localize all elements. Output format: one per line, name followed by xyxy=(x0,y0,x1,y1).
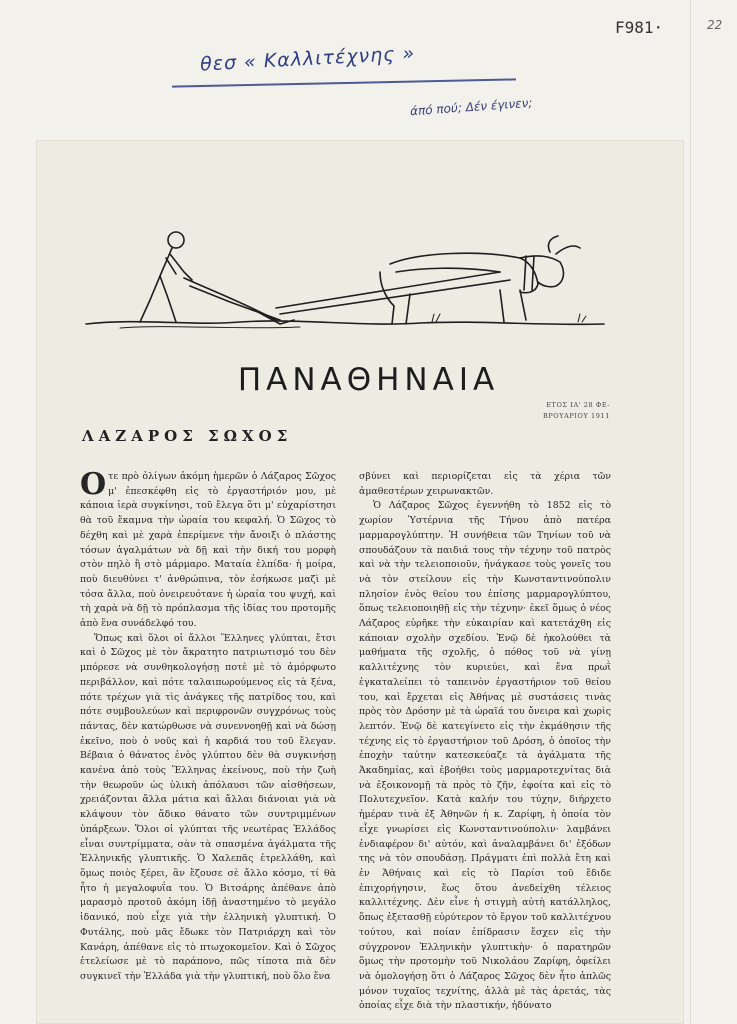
article-paragraph: σβύνει καὶ περιορίζεται εἰς τὰ χέρια τῶν ἀμαθεστέρων χειρωνακτῶν. xyxy=(359,471,611,497)
drop-cap: Ο xyxy=(80,467,107,502)
ploughing-illustration xyxy=(80,228,610,343)
article-column-left xyxy=(80,467,336,990)
dateline-line: ΕΤΟΣ ΙΑ' 28 ΦΕ- xyxy=(546,401,610,409)
dateline-line: ΒΡΟΥΑΡΙΟΥ 1911 xyxy=(542,412,610,420)
article-column-right xyxy=(359,470,611,1012)
paragraph-text: τε πρὸ ὀλίγων ἀκόμη ἡμερῶν ὁ Λάζαρος Σῶχος μ' ἐπεσκέφθη εἰς τὸ ἐργαστήριόν μου, μὲ κάποια ἱερὰ συγκίνησι, τοῦ ἔλεγα ὅτι μ' εὐχαρίστησι θὰ τοῦ ἔκαμνα τὴν ὡραία του κεφαλή. Ὁ Σῶχος τὸ δέχθη καὶ μὲ χαρὰ ἐπερίμενε τὴν ἄνοιξι ὁ πλάστης τόσων ἀγαλμάτων νὰ δῇ καὶ τὴν δική του μορφὴ στὸν πηλὸ ἢ στὸ μάρμαρο. Ματαία ἐλπίδα· ἡ μοίρα, ποὺ διευθύνει τ' ἀνθρώπινα, τὸν ἐσήκωσε μαζὶ μὲ τόσα ἄλλα, ποὺ ὀνειρευότανε ἡ ὡραία του ψυχή, καὶ τὴ χαρὰ νὰ δῇ τὸ πρόπλασμα τῆς ἰδίας του προτομῆς ἀπὸ ἕνα συνάδελφό του. xyxy=(80,471,336,630)
dateline xyxy=(528,400,610,422)
paper-fold xyxy=(690,0,691,1024)
handwritten-underline xyxy=(172,78,516,87)
masthead-title: ΠΑΝΑΘΗΝΑΙΑ xyxy=(237,362,500,398)
handwritten-reference: F981· xyxy=(615,18,664,37)
article-paragraph: Ὁ Λάζαρος Σῶχος ἐγεννήθη τὸ 1852 εἰς τὸ χωρίον Ὑστέρνια τῆς Τήνου ἀπὸ πατέρα μαρμαρογλύπτην. Ἡ συνήθεια τῶν Τηνίων τοῦ νὰ σπουδάζουν τὰ παιδιά τους τὴν τέχνην τοῦ πατρὸς καὶ νὰ τὴν τελειοποιοῦν, ἠνάγκασε τοὺς γονεῖς του νὰ τὸν στείλουν εἰς τὴν Κωνσταντινούπολιν πλησίον ἑνὸς θείου του ἐπίσης μαρμαρογλύπτου, ὅπως τελειοποιηθῇ εἰς τὴν τέχνην· ἐκεῖ ὅμως ὁ νέος Λάζαρος εὑρῆκε τὴν εὐκαιρίαν καὶ κατετάχθη εἰς κάποιαν σχολὴν σχεδίου. Ἐνῷ δὲ ἠκολούθει τὰ μαθήματα τῆς σχολῆς, ὁ πόθος τοῦ νὰ γίνῃ καλλιτέχνης τὸν κυριεύει, καὶ ἕνα πρωῒ ἐγκαταλείπει τὸ ταπεινὸν ἐργαστήριον τοῦ θείου του, καὶ ἔρχεται εἰς Ἀθήνας μὲ συστάσεις τινὰς πρὸς τὸν Δρόσην μὲ τὰ ὡραῖά του ὄνειρα καὶ χωρὶς λεπτόν. Ἐνῷ δὲ κατεγίνετο εἰς τὴν ἐκμάθησιν τῆς τέχνης εἰς τὸ ἐργαστήριον τοῦ Δρόση, ὁ ὁποῖος τὴν ἐποχὴν ταύτην κατεσκεύαζε τὰ ἀγάλματα τῆς Ἀκαδημίας, καὶ ἐβοήθει τοὺς μαρμαροτεχνίτας διὰ νὰ ἐξοικονομῇ τὰ πρὸς τὸ ζῆν, ἐφοίτα καὶ εἰς τὸ Πολυτεχνεῖον. Κατὰ καλήν του τύχην, διήρχετο ἡμέραν τινὰ ἐξ Ἀθηνῶν ἡ κ. Ζαρίφη, ἡ ὁποία τὸν εἶχε γνωρίσει εἰς Κωνσταντινούπολιν· λαμβάνει ἐνδιαφέρον δι' αὐτόν, καὶ ἀναλαμβάνει δι' ἐξόδων της νὰ τὸν σπουδάσῃ. Πράγματι ἐπὶ πολλὰ ἔτη καὶ ἐν Ἀθήναις καὶ εἰς τὸ Παρίσι τοῦ ἔδιδε ἐπιχορήγησιν, ἕως ὅτου ἀνεδείχθη τέλειος καλλιτέχνης. Δὲν εἶνε ἡ στιγμὴ αὐτὴ κατάλληλος, ὅπως ἐξετασθῇ εὐρύτερον τὸ ἔργον τοῦ καλλιτέχνου τούτου, καὶ ποίαν ἐπίδρασιν ἔσχεν εἰς τὴν σύγχρονον Ἑλληνικὴν γλυπτικὴν· ὁ παρατηρῶν ὅμως τὴν προτομὴν τοῦ Νικολάου Ζαρίφη, ὀφείλει νὰ ὁμολογήσῃ ὅτι ὁ Λάζαρος Σῶχος δὲν ἦτο ἁπλῶς μόνον τυχαῖος τεχνίτης, ἀλλὰ μὲ τὰς ἀρετάς, τὰς ὁποίας εἶχε διὰ τὴν πλαστικήν, ἠδύνατο xyxy=(359,500,611,1012)
handwritten-page-number: 22 xyxy=(707,18,723,32)
handwritten-note: άπό πού; Δέν έγινεν; xyxy=(409,95,533,119)
article-author: ΛΑΖΑΡΟΣ ΣΩΧΟΣ xyxy=(82,427,293,445)
article-paragraph: Ὅπως καὶ ὅλοι οἱ ἄλλοι Ἕλληνες γλύπται, ἔτσι καὶ ὁ Σῶχος μὲ τὸν ἄκρατητο πατριωτισμό του δὲν μπόρεσε νὰ συνθηκολογήσῃ ποτὲ μὲ τὸ ἀμόρφωτο περιβάλλον, καὶ πότε ταλαιπωρούμενος εἰς τὰ ξένα, πότε τρέχων γιὰ τὶς ἀνάγκες τῆς πατρίδος του, καὶ πότε συμβουλεύων καὶ περιφρονῶν συγχρόνως τοὺς πάντας, δὲν κατώρθωσε νὰ συνεννοηθῇ καὶ νὰ δώσῃ ἐκεῖνο, ποὺ ὁ νοῦς καὶ ἡ καρδιά του τοῦ ἔλεγαν. Βέβαια ὁ θάνατος ἑνὸς γλύπτου δὲν θὰ συγκινήσῃ κανένα ἀπὸ τοὺς Ἕλληνας ἐκείνους, ποὺ τὴν ζωὴ τὴν θεωροῦν ὡς ὑλικὴ ἀπόλαυσι τῶν αἰσθήσεων, χρειάζονται ἄλλα μάτια καὶ ἄλλαι διάνοιαι γιὰ νὰ κλάψουν τὸν ἄδικο θάνατο τῶν συντριμμένων ὑπάρξεων. Ὅλοι οἱ γλύπται τῆς νεωτέρας Ἑλλάδος εἶναι συντρίμματα, σὰν τὰ σπασμένα ἀγάλματα τῆς Ἑλληνικῆς γλυπτικῆς. Ὁ Χαλεπᾶς ἐτρελλάθη, καὶ ὅμως ποιὸς ξέρει, ἂν ἔζουσε σὲ ἄλλο κόσμο, τί θὰ ἦτο ἡ μεγαλοφυΐα του. Ὁ Βιτσάρης ἀπέθανε ἀπὸ μαρασμὸ προτοῦ ἀκόμη ἰδῇ ἀναστημένο τὸ μεγάλο ἰδανικό, ποὺ εἶχε γιὰ τὴν ἑλληνικὴ γλυπτική. Ὁ Φυτάλης, ποὺ μᾶς ἔδωκε τὸν Πατριάρχη καὶ τὸν Κανάρη, ἀπέθανε εἰς τὸ πτωχοκομεῖον. Καὶ ὁ Σῶχος ἐτελείωσε μὲ τὸ παράπονο, πῶς τίποτα πιὰ δὲν συγκινεῖ τὴν Ἑλλάδα γιὰ τὴν γλυπτική, ποὺ ὅλο ἕνα xyxy=(80,632,336,982)
handwritten-title: θεσ « Καλλιτέχνης » xyxy=(199,42,416,76)
article-paragraph xyxy=(80,467,336,632)
